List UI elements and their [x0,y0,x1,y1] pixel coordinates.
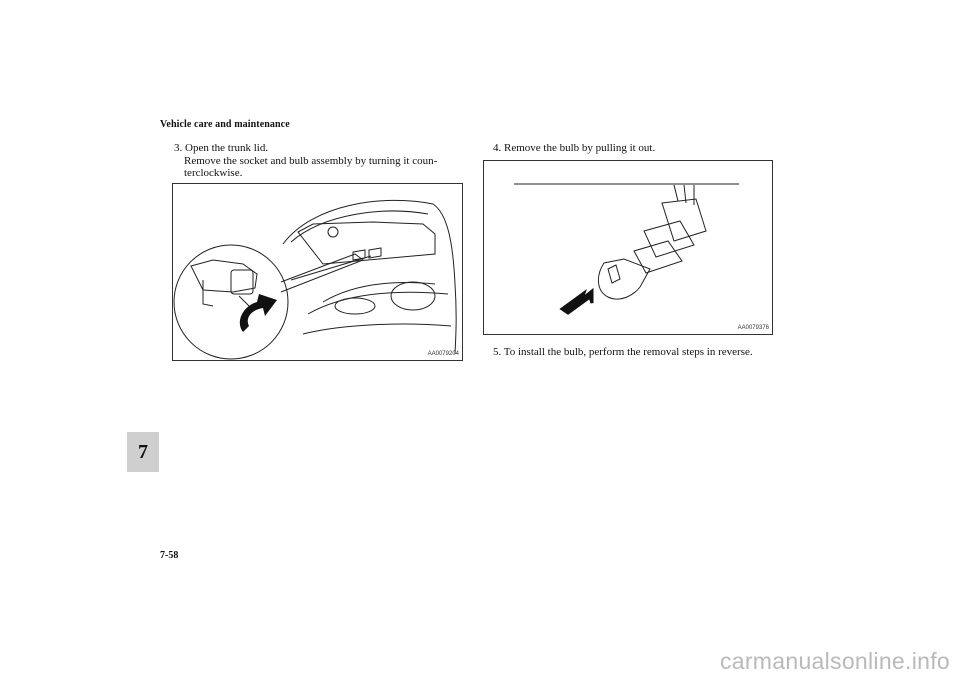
chapter-number: 7 [138,440,148,463]
step-3-line-2: Remove the socket and bulb assembly by turning it coun- [184,154,438,167]
figure-code: AA0079204 [427,351,459,357]
step-3-line-3: terclockwise. [184,167,243,179]
figure-code: AA0079376 [737,325,769,331]
bulb-removal-illustration [483,160,773,335]
section-title: Vehicle care and maintenance [160,119,290,130]
bulb-illustration-drawing [484,161,772,334]
watermark: carmanualsonline.info [719,648,950,674]
trunk-illustration-drawing [173,184,462,360]
page-number: 7-58 [160,550,179,561]
trunk-socket-illustration [172,183,463,361]
step-3-text [174,142,469,180]
chapter-tab [127,432,159,472]
step-4-text: 4. Remove the bulb by pulling it out. [493,142,656,154]
step-3-line-1: 3. Open the trunk lid. [174,142,269,154]
step-5-text: 5. To install the bulb, perform the removal steps in reverse. [493,346,753,358]
